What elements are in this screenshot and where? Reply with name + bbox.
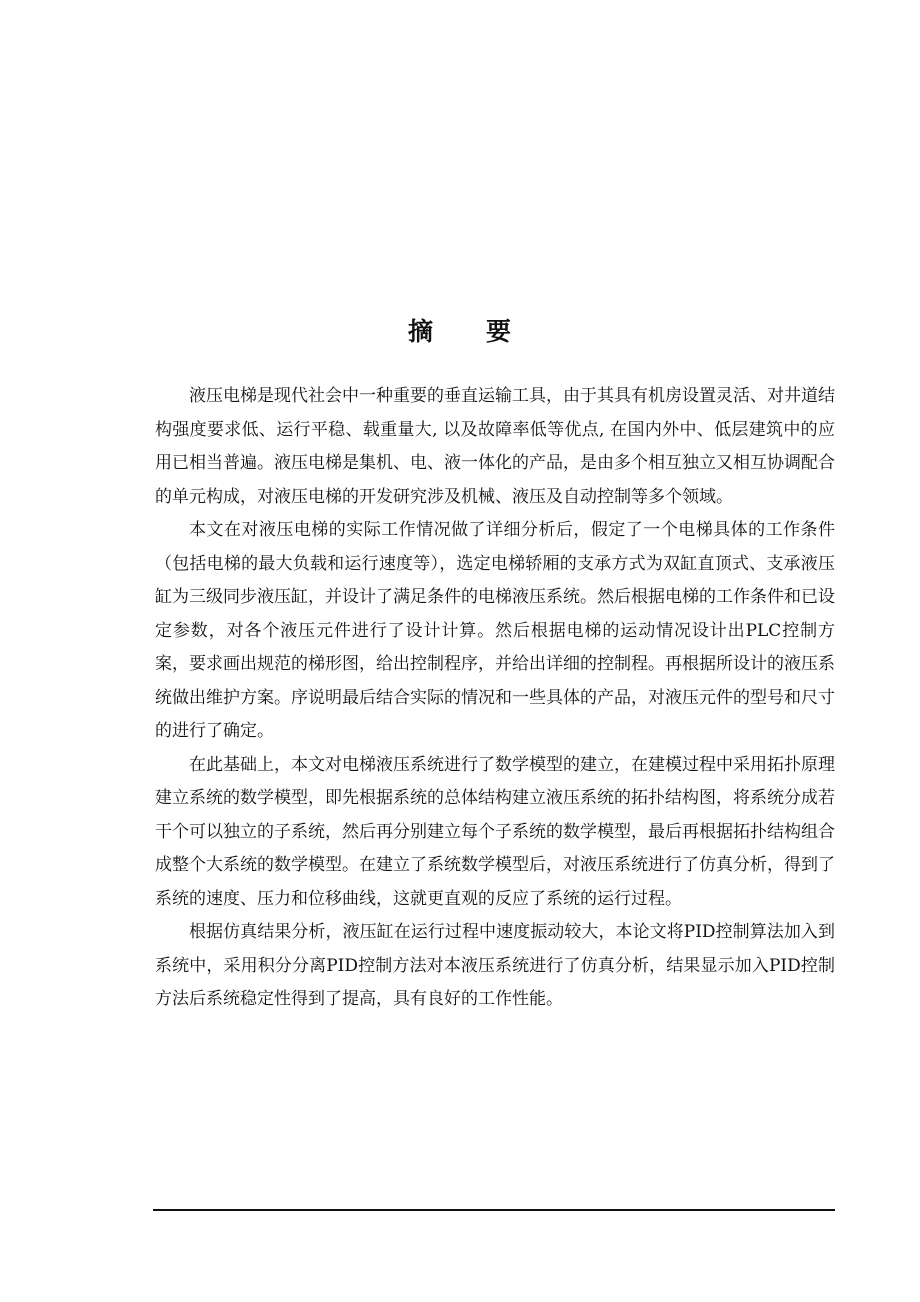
- footer-divider: [153, 1209, 835, 1211]
- title-char-right: 要: [486, 317, 513, 346]
- abstract-paragraph-4: 根据仿真结果分析，液压缸在运行过程中速度振动较大，本论文将PID控制算法加入到系统中，采用积分分离PID控制方法对本液压系统进行了仿真分析，结果显示加入PID控制方法后系统稳定性得到了提高，具有良好的工作性能。: [155, 922, 835, 1009]
- abstract-paragraph-3: 在此基础上，本文对电梯液压系统进行了数学模型的建立，在建模过程中采用拓扑原理建立系统的数学模型，即先根据系统的总体结构建立液压系统的拓扑结构图，将系统分成若干个可以独立的子系统，然后再分别建立每个子系统的数学模型，最后再根据拓扑结构组合成整个大系统的数学模型。在建立了系统数学模型后，对液压系统进行了仿真分析，得到了系统的速度、压力和位移曲线，这就更直观的反应了系统的运行过程。: [155, 754, 835, 909]
- abstract-paragraph-2: 本文在对液压电梯的实际工作情况做了详细分析后，假定了一个电梯具体的工作条件（包括电梯的最大负载和运行速度等），选定电梯轿厢的支承方式为双缸直顶式、支承液压缸为三级同步液压缸，并设计了满足条件的电梯液压系统。然后根据电梯的工作条件和已设定参数，对各个液压元件进行了设计计算。然后根据电梯的运动情况设计出PLC控制方案，要求画出规范的梯形图，给出控制程序，并给出详细的控制程。再根据所设计的液压系统做出维护方案。序说明最后结合实际的情况和一些具体的产品，对液压元件的型号和尺寸的进行了确定。: [155, 520, 835, 741]
- abstract-title: [0, 312, 920, 348]
- abstract-paragraph-1: 液压电梯是现代社会中一种重要的垂直运输工具，由于其具有机房设置灵活、对井道结构强度要求低、运行平稳、载重量大, 以及故障率低等优点, 在国内外中、低层建筑中的应用已相当普遍。液压电梯是集机、电、液一体化的产品，是由多个相互独立又相互协调配合的单元构成，对液压电梯的开发研究涉及机械、液压及自动控制等多个领域。: [155, 386, 835, 507]
- title-char-left: 摘: [407, 317, 434, 346]
- abstract-body: [155, 380, 835, 1017]
